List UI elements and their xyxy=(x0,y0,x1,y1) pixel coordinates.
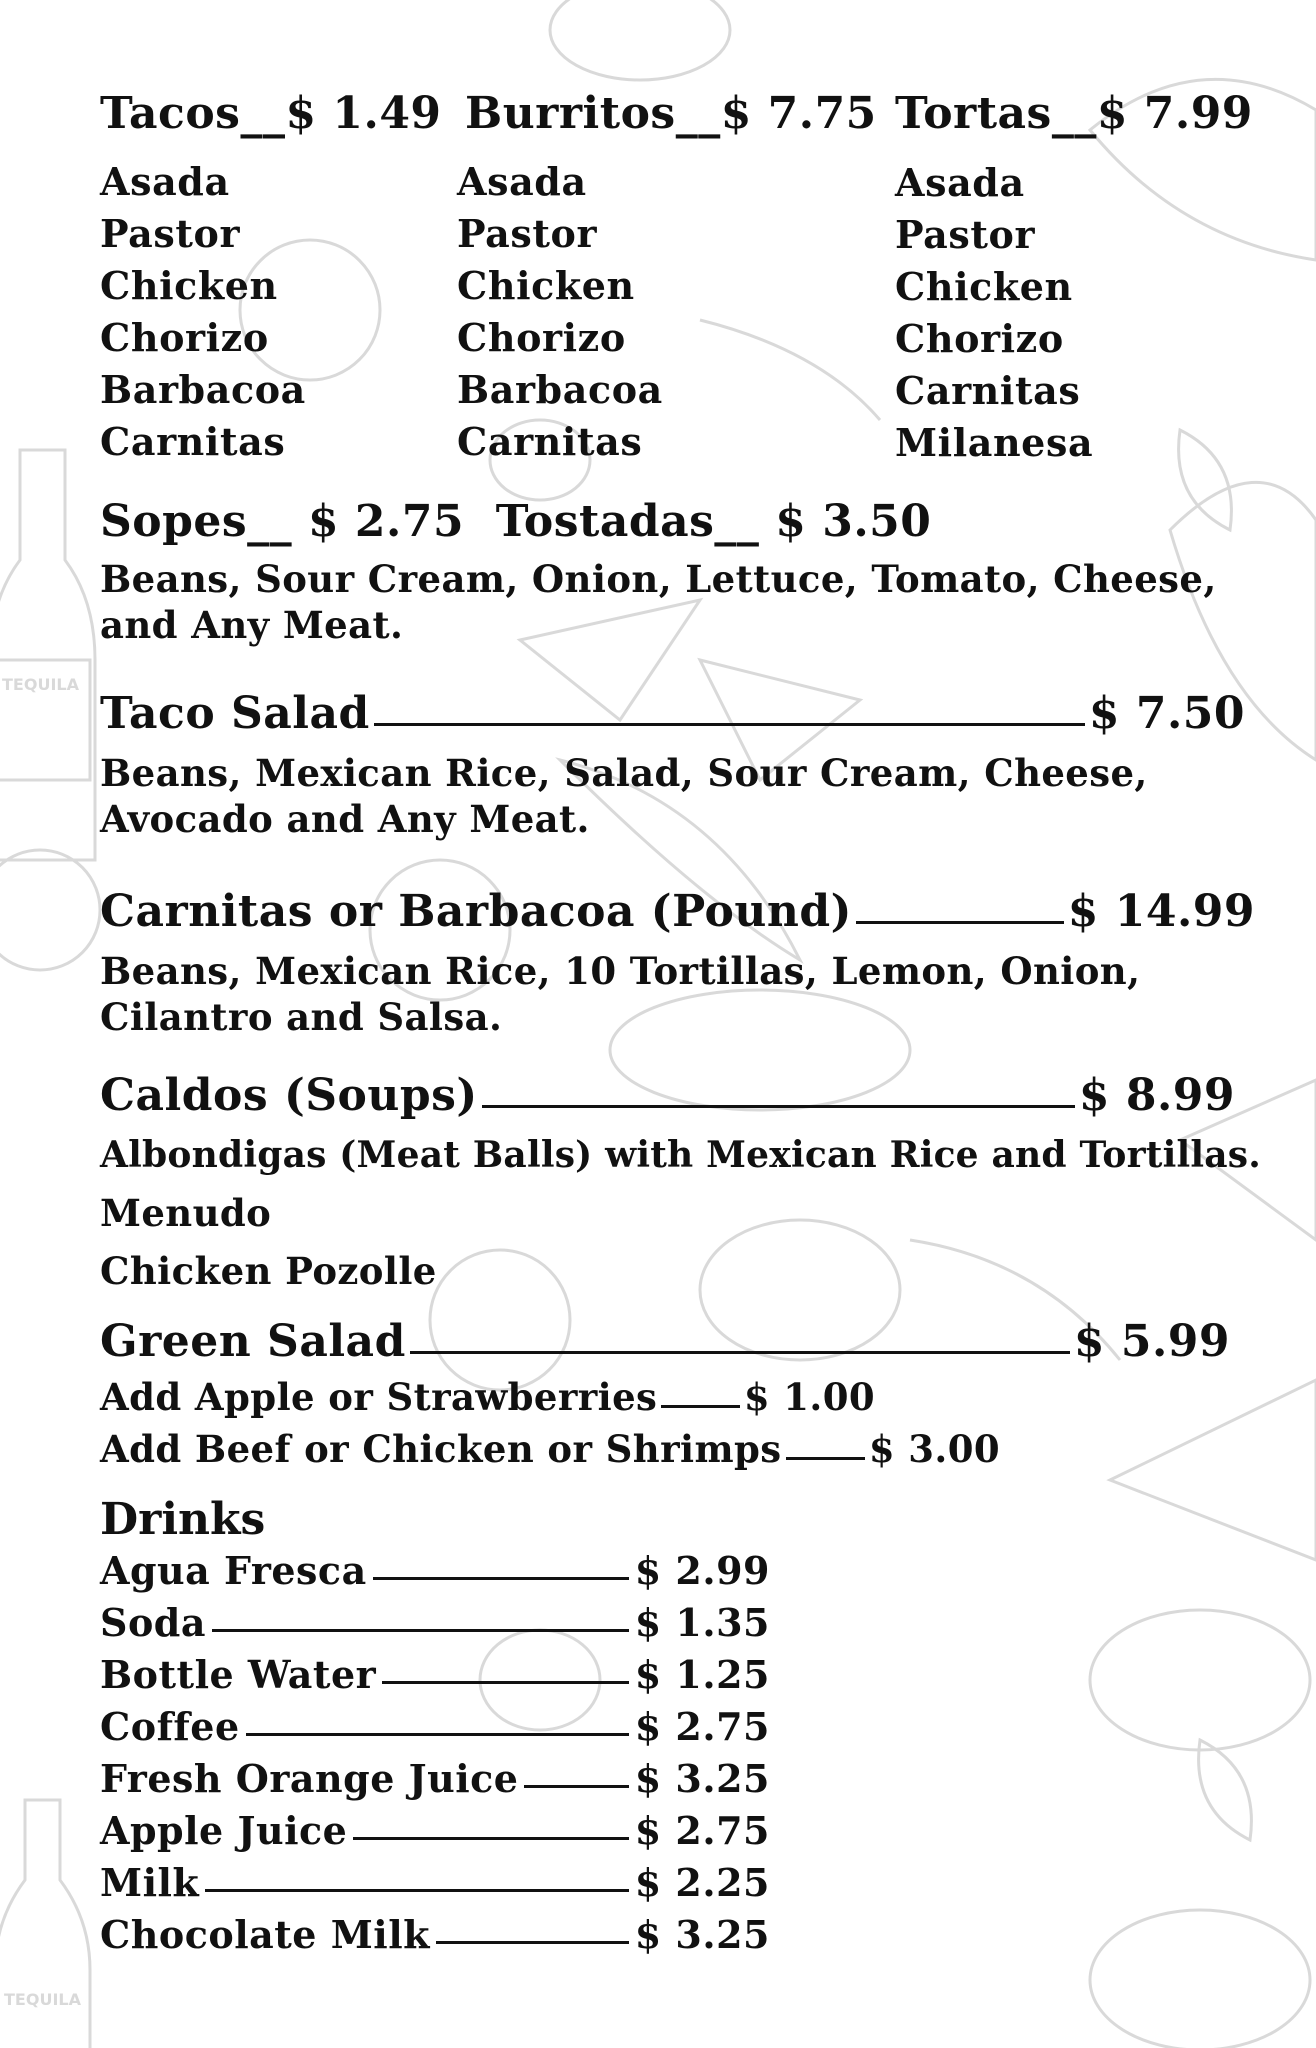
green-salad-price: $ 5.99 xyxy=(1073,1316,1230,1367)
drink-name: Chocolate Milk xyxy=(100,1912,430,1957)
drink-name: Apple Juice xyxy=(100,1808,348,1853)
leader-line xyxy=(524,1785,628,1788)
green-salad-heading xyxy=(100,1316,1230,1367)
addon-name: Add Apple or Strawberries xyxy=(100,1375,658,1419)
leader-line xyxy=(212,1629,629,1632)
drink-row xyxy=(100,1597,770,1649)
list-item: Chorizo xyxy=(457,315,626,360)
burritos-title: Burritos__ xyxy=(465,88,721,139)
taco-salad-heading xyxy=(100,688,1245,739)
green-salad-title: Green Salad xyxy=(100,1316,406,1367)
description-line: and Any Meat. xyxy=(100,603,404,647)
burritos-list xyxy=(457,156,663,468)
caldos-price: $ 8.99 xyxy=(1078,1070,1235,1121)
list-item: Carnitas xyxy=(895,368,1081,413)
sopes-title: Sopes__ xyxy=(100,496,293,547)
description-line: Beans, Mexican Rice, Salad, Sour Cream, Cheese, xyxy=(100,751,1148,795)
burritos-price: $ 7.75 xyxy=(720,88,877,139)
addon-price: $ 3.00 xyxy=(868,1427,1000,1471)
addon-beef-chicken-shrimps xyxy=(100,1426,1000,1472)
list-item: Barbacoa xyxy=(100,367,306,412)
taco-salad-title: Taco Salad xyxy=(100,688,370,739)
drink-price: $ 2.75 xyxy=(634,1808,770,1853)
sopes-description xyxy=(100,556,1217,648)
tostadas-title: Tostadas__ xyxy=(495,496,760,547)
drink-row xyxy=(100,1649,770,1701)
drink-row xyxy=(100,1545,770,1597)
drink-name: Milk xyxy=(100,1860,200,1905)
list-item: Chicken xyxy=(457,263,635,308)
list-item: Chicken xyxy=(100,263,278,308)
leader-line xyxy=(482,1105,1075,1108)
drink-row xyxy=(100,1909,770,1961)
drink-row xyxy=(100,1857,770,1909)
drink-name: Bottle Water xyxy=(100,1652,377,1697)
drinks-heading: Drinks xyxy=(100,1494,266,1545)
addon-price: $ 1.00 xyxy=(743,1375,875,1419)
description-line: Beans, Mexican Rice, 10 Tortillas, Lemon, Onion, xyxy=(100,949,1141,993)
drink-price: $ 2.99 xyxy=(634,1548,770,1593)
tacos-list xyxy=(100,156,306,468)
list-item: Pastor xyxy=(100,211,241,256)
list-item: Asada xyxy=(100,159,230,204)
caldos-title: Caldos (Soups) xyxy=(100,1070,478,1121)
tortas-title: Tortas__ xyxy=(895,88,1097,139)
leader-line xyxy=(410,1351,1070,1354)
tortas-list xyxy=(895,157,1093,469)
drink-price: $ 2.75 xyxy=(634,1704,770,1749)
tostadas-price: $ 3.50 xyxy=(775,496,932,547)
addon-apple-strawberries xyxy=(100,1374,875,1420)
caldos-heading xyxy=(100,1070,1235,1121)
list-item: Pastor xyxy=(457,211,598,256)
description-line: Beans, Sour Cream, Onion, Lettuce, Tomato, Cheese, xyxy=(100,557,1217,601)
sopes-tostadas-heading xyxy=(100,496,931,547)
list-item: Asada xyxy=(895,160,1025,205)
drink-price: $ 2.25 xyxy=(634,1860,770,1905)
drink-name: Coffee xyxy=(100,1704,240,1749)
caldos-item-pozolle: Chicken Pozolle xyxy=(100,1249,437,1293)
leader-line xyxy=(436,1941,629,1944)
list-item: Pastor xyxy=(895,212,1036,257)
drink-name: Fresh Orange Juice xyxy=(100,1756,519,1801)
bottle-label-bottom: TEQUILA xyxy=(4,1990,81,2009)
drink-price: $ 3.25 xyxy=(634,1912,770,1957)
drink-price: $ 1.25 xyxy=(634,1652,770,1697)
carnitas-pound-heading xyxy=(100,886,1255,937)
drink-price: $ 1.35 xyxy=(634,1600,770,1645)
burritos-heading xyxy=(465,88,877,139)
carnitas-pound-title: Carnitas or Barbacoa (Pound) xyxy=(100,886,852,937)
taco-salad-price: $ 7.50 xyxy=(1088,688,1245,739)
tortas-price: $ 7.99 xyxy=(1096,88,1253,139)
tacos-title: Tacos__ xyxy=(100,88,286,139)
description-line: Avocado and Any Meat. xyxy=(100,797,590,841)
list-item: Barbacoa xyxy=(457,367,663,412)
drinks-section xyxy=(100,1495,770,1961)
leader-line xyxy=(373,1577,629,1580)
list-item: Carnitas xyxy=(100,419,286,464)
leader-line xyxy=(856,921,1064,924)
list-item: Chorizo xyxy=(100,315,269,360)
drink-row xyxy=(100,1805,770,1857)
leader-line xyxy=(353,1837,628,1840)
addon-name: Add Beef or Chicken or Shrimps xyxy=(100,1427,782,1471)
tacos-heading xyxy=(100,88,442,139)
drink-name: Agua Fresca xyxy=(100,1548,367,1593)
drink-name: Soda xyxy=(100,1600,206,1645)
sopes-price: $ 2.75 xyxy=(307,496,465,547)
taco-salad-description xyxy=(100,750,1148,842)
drink-row xyxy=(100,1701,770,1753)
leader-line xyxy=(374,723,1085,726)
leader-line xyxy=(205,1889,629,1892)
drink-row xyxy=(100,1753,770,1805)
leader-line xyxy=(382,1681,629,1684)
list-item: Chorizo xyxy=(895,316,1064,361)
description-line: Cilantro and Salsa. xyxy=(100,995,503,1039)
drink-price: $ 3.25 xyxy=(634,1756,770,1801)
list-item: Asada xyxy=(457,159,587,204)
list-item: Carnitas xyxy=(457,419,643,464)
caldos-item-albondigas: Albondigas (Meat Balls) with Mexican Rice and Tortillas. xyxy=(100,1134,1261,1176)
caldos-item-menudo: Menudo xyxy=(100,1191,272,1235)
bottle-label-top: TEQUILA xyxy=(2,675,79,694)
tortas-heading xyxy=(895,88,1253,139)
carnitas-pound-price: $ 14.99 xyxy=(1067,886,1255,937)
leader-line xyxy=(786,1457,865,1460)
list-item: Milanesa xyxy=(895,420,1094,465)
leader-line xyxy=(661,1405,740,1408)
leader-line xyxy=(246,1733,629,1736)
tacos-price: $ 1.49 xyxy=(285,88,442,139)
list-item: Chicken xyxy=(895,264,1073,309)
carnitas-pound-description xyxy=(100,948,1140,1040)
